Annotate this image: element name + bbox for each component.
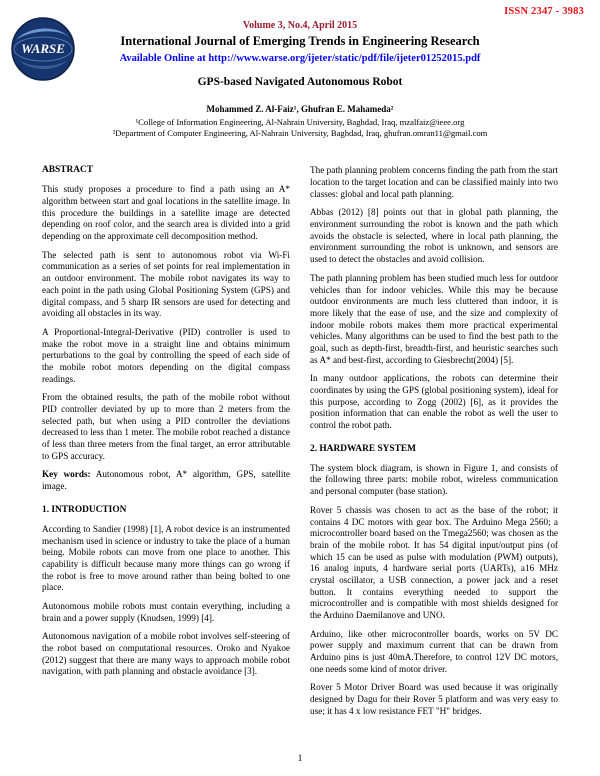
keywords-label: Key words:: [42, 469, 91, 480]
keywords-text: Autonomous robot, A* algorithm, GPS, satellite image.: [42, 469, 290, 492]
introduction-heading: 1. INTRODUCTION: [42, 504, 127, 515]
keywords-line: [42, 469, 290, 492]
body-paragraph: In many outdoor applications, the robots can determine their coordinates by using the GPS (global positioning system), ideal for this purpose, according to Zogg (2002) [6], as it provides the position information that can enable the robot as well the user to control the robot path.: [310, 373, 558, 431]
available-online-link[interactable]: Available Online at http://www.warse.org/ijeter/static/pdf/file/ijeter01252015.pdf: [119, 53, 481, 64]
journal-header: [42, 0, 558, 64]
issn-label: ISSN 2347 - 3983: [504, 6, 584, 17]
abstract-heading: ABSTRACT: [42, 165, 94, 176]
affiliation-2: ²Department of Computer Engineering, Al-Nahrain University, Baghdad, Iraq, ghufran.omran11@gmail.com: [112, 128, 488, 139]
abstract-paragraph: A Proportional-Integral-Derivative (PID) controller is used to make the robot move in a straight line and obtains minimum perturbations to the goal by controlling the speed of each side of the mobile robot motors depending on the digital compass readings.: [42, 326, 290, 384]
abstract-paragraph: The selected path is sent to autonomous robot via Wi-Fi communication as a series of set points for real implementation in an outdoor environment. The mobile robot navigates its way to each point in the path using Global Positioning System (GPS) and digital compass, and 5 sharp IR sensors are used for detecting and avoiding all obstacles in its way.: [42, 249, 290, 319]
hardware-heading: 2. HARDWARE SYSTEM: [310, 443, 417, 454]
article-title: GPS-based Navigated Autonomous Robot: [197, 76, 403, 88]
intro-paragraph: Autonomous mobile robots must contain everything, including a brain and a power supply (Knudsen, 1999) [4].: [42, 600, 290, 623]
abstract-paragraph: This study proposes a procedure to find a path using an A* algorithm between start and goal locations in the satellite image. In this procedure the buildings in a satellite image are detected depending on roof color, and the search area is divided into a grid depending on the approximate cell decomposition method.: [42, 184, 290, 242]
right-column: [310, 165, 558, 724]
affiliation-1: ¹College of Information Engineering, Al-Nahrain University, Baghdad, Iraq, mzalfaiz@ieee.org: [135, 117, 465, 127]
body-paragraph: Abbas (2012) [8] points out that in global path planning, the environment surrounding the robot is known and the path which avoids the obstacle is selected, where in local path planning, the environment surrounding the robot is unknown, and sensors are used to detect the obstacles and avoid collision.: [310, 207, 558, 265]
intro-paragraph: Autonomous navigation of a mobile robot involves self-steering of the robot based on computational resources. Oroko and Nyakoe (2012) suggest that there are many ways to approach mobile robot navigation, with path planning and obstacle avoidance [3].: [42, 631, 290, 677]
left-column: [42, 165, 290, 724]
authors-line: Mohammed Z. Al-Faiz¹, Ghufran E. Mahameda²: [206, 104, 394, 114]
hardware-paragraph: Arduino, like other microcontroller boards, works on 5V DC power supply and maximum current that can be drawn from Arduino pins is just 40mA.Therefore, to control 12V DC motors, one needs some kind of motor driver.: [310, 628, 558, 674]
warse-logo-text: WARSE: [21, 41, 65, 56]
hardware-paragraph: The system block diagram, is shown in Figure 1, and consists of the following three parts: mobile robot, wireless communication and personal computer (base station).: [310, 462, 558, 497]
journal-title: International Journal of Emerging Trends in Engineering Research: [120, 34, 480, 48]
volume-line: Volume 3, No.4, April 2015: [242, 20, 358, 31]
body-columns: [42, 165, 558, 724]
warse-logo: [10, 16, 76, 82]
page-number: 1: [297, 754, 303, 764]
body-paragraph: The path planning problem concerns finding the path from the start location to the target location and can be classified mainly into two classes: global and local path planning.: [310, 165, 558, 199]
abstract-paragraph: From the obtained results, the path of the mobile robot without PID controller deviated by up to more than 2 meters from the selected path, but when using a PID controller the deviations decreased to less than 1 meter. The mobile robot reached a distance of less than three meters from the final target, an error attributable to GPS accuracy.: [42, 392, 290, 461]
intro-paragraph: According to Sandier (1998) [1], A robot device is an instrumented mechanism used in science or industry to take the place of a human being. Mobile robots can move from one place to another. This capability is difficult because many more things can go wrong if the robot is free to move around rather than being bolted to one place.: [42, 523, 290, 593]
warse-logo-icon: [10, 16, 76, 82]
hardware-paragraph: Rover 5 chassis was chosen to act as the base of the robot; it contains 4 DC motors with gear box. The Arduino Mega 2560; a microcontroller board based on the Tmega2560; was chosen as the brain of the mobile robot. It has 54 digital input/output pins (of which 15 can be used as pulse with modulation (PWM) outputs), 16 analog inputs, 4 hardware serial ports (UARTs), a16 MHz crystal oscillator, a USB connection, a power jack and a reset button. It contains everything needed to support the microcontroller and is compatible with most shields designed for the Arduino Daemilanove and UNO.: [310, 504, 558, 621]
body-paragraph: The path planning problem has been studied much less for outdoor vehicles than for indoor vehicles. While this may be because outdoor environments are much less cluttered than indoor, it is more likely that the ease of use, and the size and complexity of indoor mobile robots makes them more practical experimental vehicles. Many algorithms can be used to find the best path to the goal, such as depth-first, breadth-first, and heuristic searches such as A* and best-first, according to Giesbrecht(2004) [5].: [310, 272, 558, 365]
hardware-paragraph: Rover 5 Motor Driver Board was used because it was originally designed by Dagu for their Rover 5 platform and was very easy to use; it has 4 x low resistance FET "H" bridges.: [310, 682, 558, 716]
